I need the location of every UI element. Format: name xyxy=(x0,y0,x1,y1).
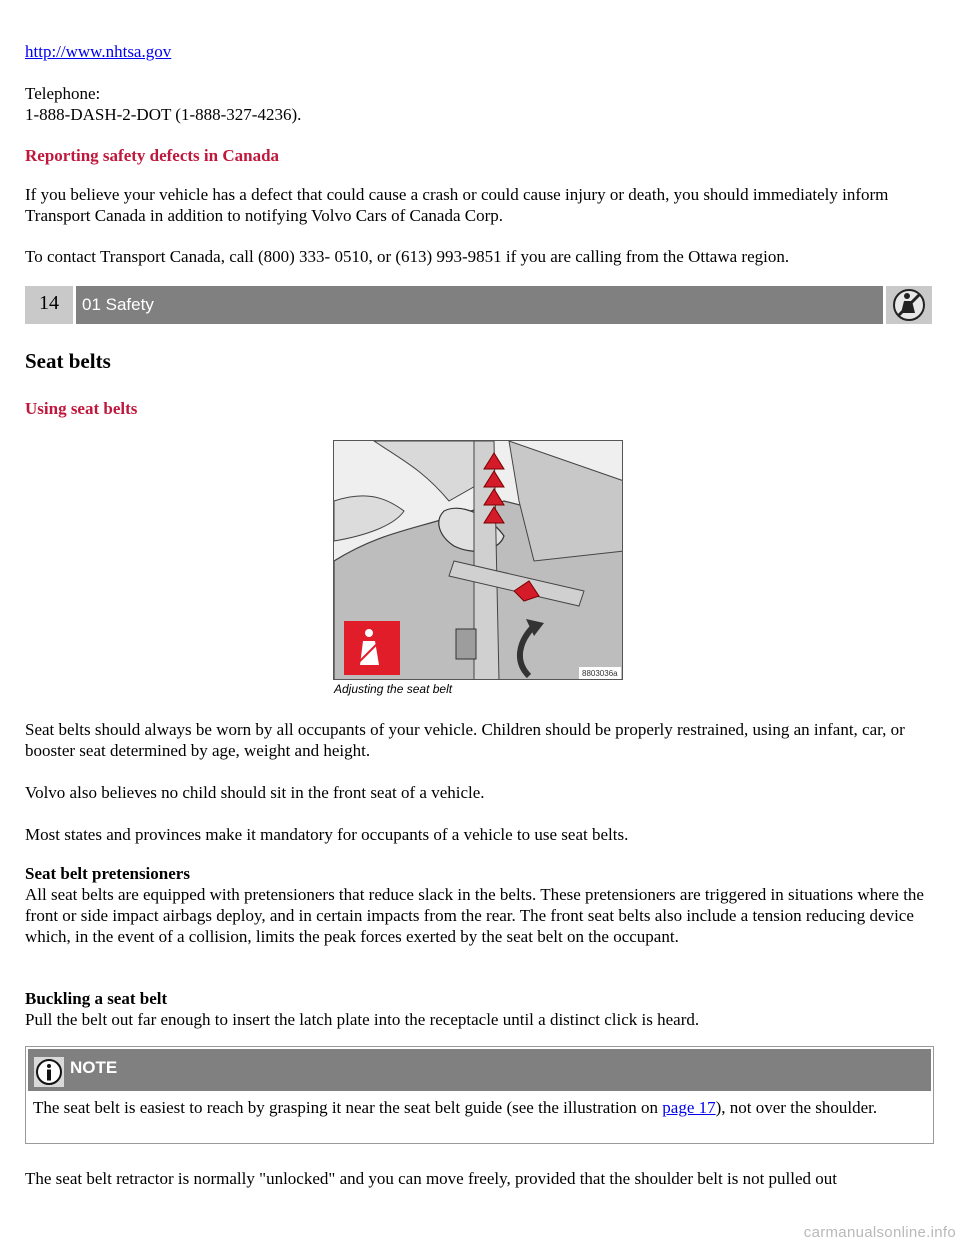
seat-belts-paragraph-2: Volvo also believes no child should sit in the front seat of a vehicle. xyxy=(25,783,485,802)
note-header xyxy=(28,1049,931,1091)
seat-belts-title: Seat belts xyxy=(25,349,111,373)
note-text-after: ), not over the shoulder. xyxy=(715,1098,878,1117)
seat-belts-paragraph-3: Most states and provinces make it mandatory for occupants of a vehicle to use seat belts. xyxy=(25,825,629,844)
canada-paragraph-2: To contact Transport Canada, call (800) 333- 0510, or (613) 993-9851 if you are calling from the Ottawa region. xyxy=(25,247,790,266)
seat-belt-section-icon xyxy=(886,286,932,324)
page-number: 14 xyxy=(25,286,73,324)
figure-code: 8803036a xyxy=(582,669,618,678)
watermark: carmanualsonline.info xyxy=(803,1224,956,1241)
seat-belts-paragraph-1: Seat belts should always be worn by all occupants of your vehicle. Children should be properly restrained, using an infant, car, or booster seat determined by age, weight and height. xyxy=(25,720,905,760)
section-title: 01 Safety xyxy=(76,286,883,324)
pretensioners-text: All seat belts are equipped with pretensioners that reduce slack in the belts. These pretensioners are triggered in situations where the front or side impact airbags deploy, and in certain impacts from the rear. The front seat belts also include a tension reducing device which, in the event of a collision, limits the peak forces exerted by the seat belt on the occupant. xyxy=(25,885,924,946)
using-seat-belts-heading: Using seat belts xyxy=(25,399,138,418)
retractor-text: The seat belt retractor is normally "unlocked" and you can move freely, provided that the shoulder belt is not pulled out xyxy=(25,1169,838,1188)
page-17-link[interactable]: page 17 xyxy=(662,1098,716,1117)
note-label: NOTE xyxy=(70,1058,118,1077)
note-text-before: The seat belt is easiest to reach by grasping it near the seat belt guide (see the illustration on xyxy=(33,1098,663,1117)
canada-paragraph-1: If you believe your vehicle has a defect that could cause a crash or could cause injury or death, you should immediately inform Transport Canada in addition to notifying Volvo Cars of Canada Corp. xyxy=(25,185,889,225)
section-header-bar xyxy=(25,286,932,324)
info-icon xyxy=(34,1057,64,1087)
canada-heading: Reporting safety defects in Canada xyxy=(25,146,280,165)
telephone-label: Telephone: xyxy=(25,84,101,103)
note-text xyxy=(33,1097,923,1118)
buckling-heading: Buckling a seat belt xyxy=(25,989,168,1008)
seat-belt-illustration xyxy=(333,440,623,680)
figure-caption: Adjusting the seat belt xyxy=(334,682,453,696)
pretensioners-heading: Seat belt pretensioners xyxy=(25,864,190,883)
telephone-number: 1-888-DASH-2-DOT (1-888-327-4236). xyxy=(25,105,302,124)
buckling-text: Pull the belt out far enough to insert the latch plate into the receptacle until a distinct click is heard. xyxy=(25,1010,700,1029)
nhtsa-link[interactable]: http://www.nhtsa.gov xyxy=(25,42,172,61)
note-box xyxy=(25,1046,934,1144)
